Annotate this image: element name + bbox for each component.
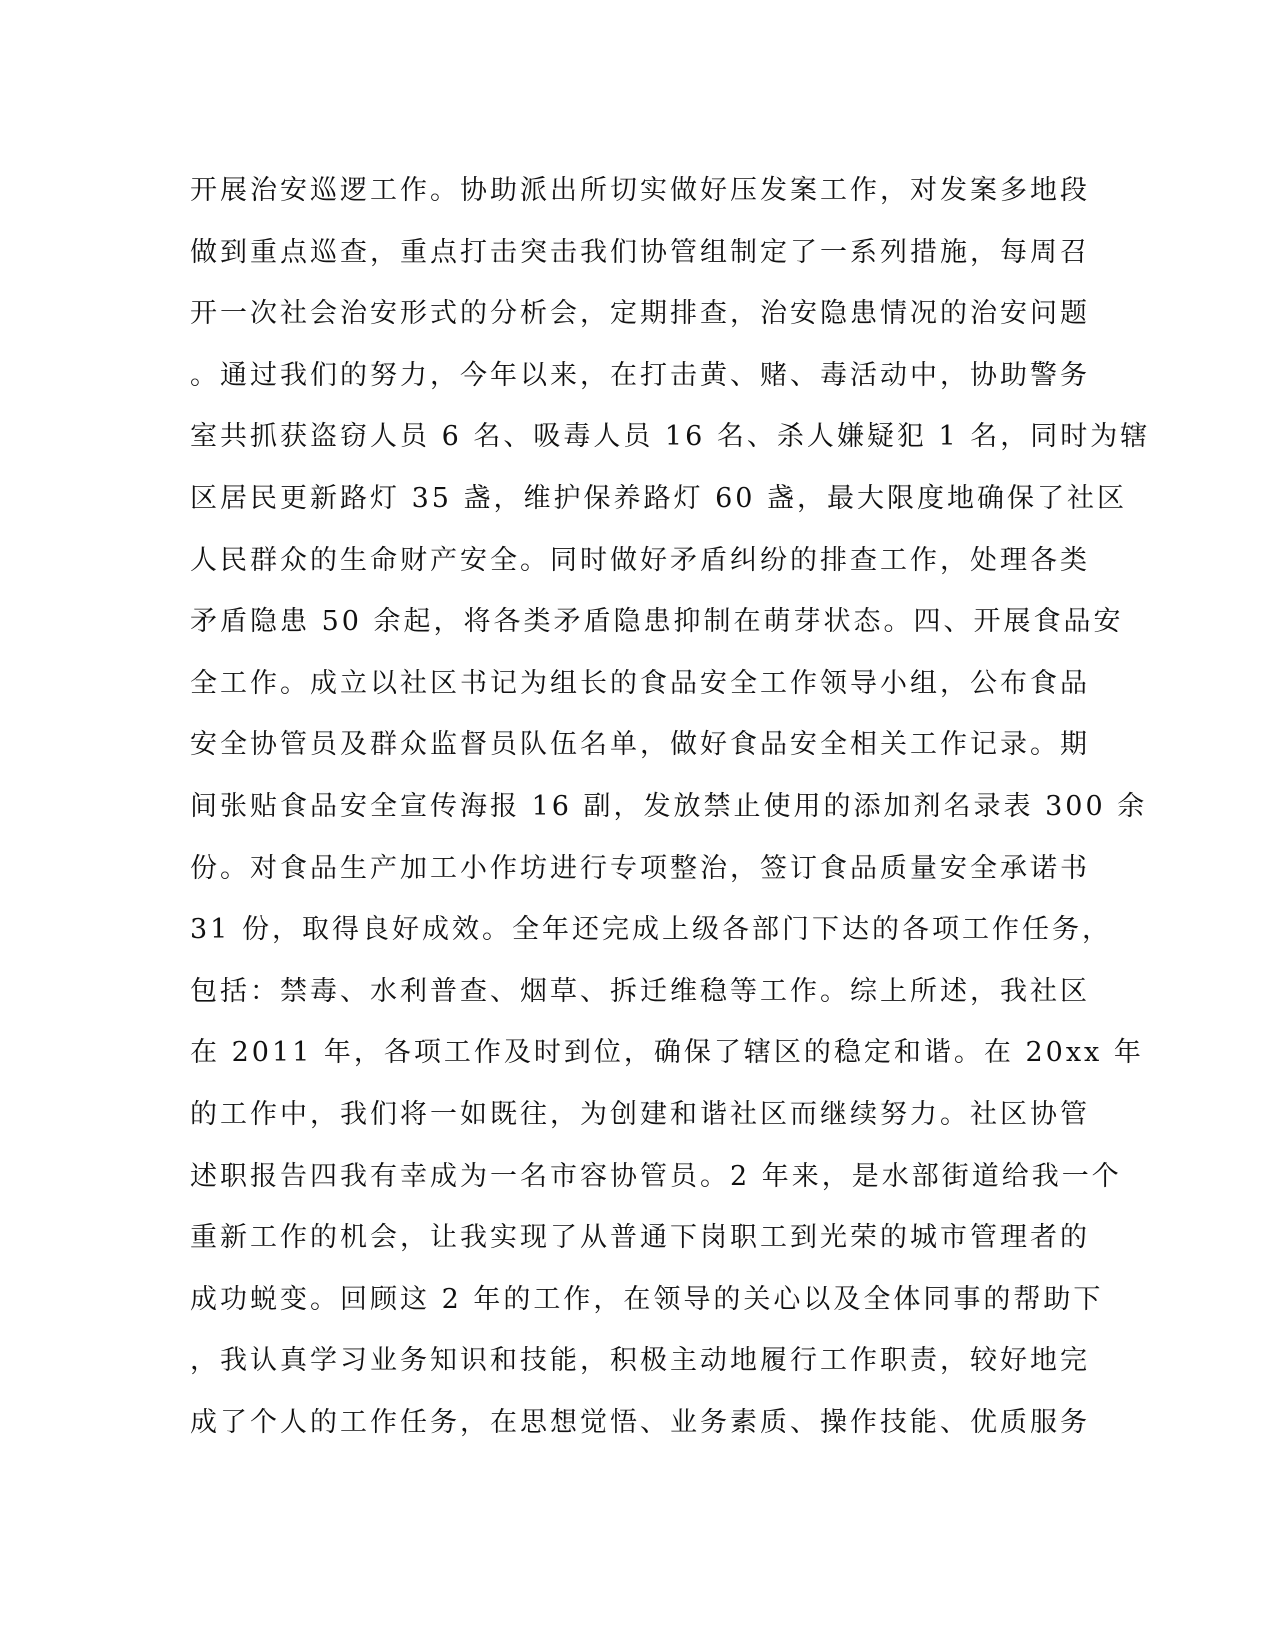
text-line: 成功蜕变。回顾这 2 年的工作，在领导的关心以及全体同事的帮助下	[190, 1283, 1104, 1315]
text-line: 。通过我们的努力，今年以来，在打击黄、赌、毒活动中，协助警务	[190, 359, 1090, 391]
text-line: 份。对食品生产加工小作坊进行专项整治，签订食品质量安全承诺书	[190, 852, 1090, 884]
text-line: 室共抓获盗窃人员 6 名、吸毒人员 16 名、杀人嫌疑犯 1 名，同时为辖	[190, 421, 1151, 453]
text-line: 的工作中，我们将一如既往，为创建和谐社区而继续努力。社区协管	[190, 1098, 1090, 1130]
text-line: 间张贴食品安全宣传海报 16 副，发放禁止使用的添加剂名录表 300 余	[190, 790, 1148, 822]
text-line: 重新工作的机会，让我实现了从普通下岗职工到光荣的城市管理者的	[190, 1222, 1090, 1254]
text-line: 做到重点巡查，重点打击突击我们协管组制定了一系列措施，每周召	[190, 236, 1090, 268]
text-line: ，我认真学习业务知识和技能，积极主动地履行工作职责，较好地完	[190, 1345, 1090, 1377]
text-line: 述职报告四我有幸成为一名市容协管员。2 年来，是水部街道给我一个	[190, 1160, 1122, 1192]
text-line: 开展治安巡逻工作。协助派出所切实做好压发案工作，对发案多地段	[190, 175, 1090, 206]
text-line: 包括：禁毒、水利普查、烟草、拆迁维稳等工作。综上所述，我社区	[190, 975, 1090, 1007]
text-line: 安全协管员及群众监督员队伍名单，做好食品安全相关工作记录。期	[190, 729, 1090, 761]
text-line: 31 份，取得良好成效。全年还完成上级各部门下达的各项工作任务，	[190, 914, 1112, 946]
text-line: 开一次社会治安形式的分析会，定期排查，治安隐患情况的治安问题	[190, 298, 1090, 330]
text-line: 人民群众的生命财产安全。同时做好矛盾纠纷的排查工作，处理各类	[190, 544, 1090, 576]
text-line: 在 2011 年，各项工作及时到位，确保了辖区的稳定和谐。在 20xx 年	[190, 1037, 1144, 1069]
text-line: 全工作。成立以社区书记为组长的食品安全工作领导小组，公布食品	[190, 667, 1090, 699]
text-line: 矛盾隐患 50 余起，将各类矛盾隐患抑制在萌芽状态。四、开展食品安	[190, 606, 1124, 638]
body-text	[190, 160, 1151, 1453]
text-line: 成了个人的工作任务，在思想觉悟、业务素质、操作技能、优质服务	[190, 1406, 1090, 1438]
text-line: 区居民更新路灯 35 盏，维护保养路灯 60 盏，最大限度地确保了社区	[190, 482, 1128, 514]
